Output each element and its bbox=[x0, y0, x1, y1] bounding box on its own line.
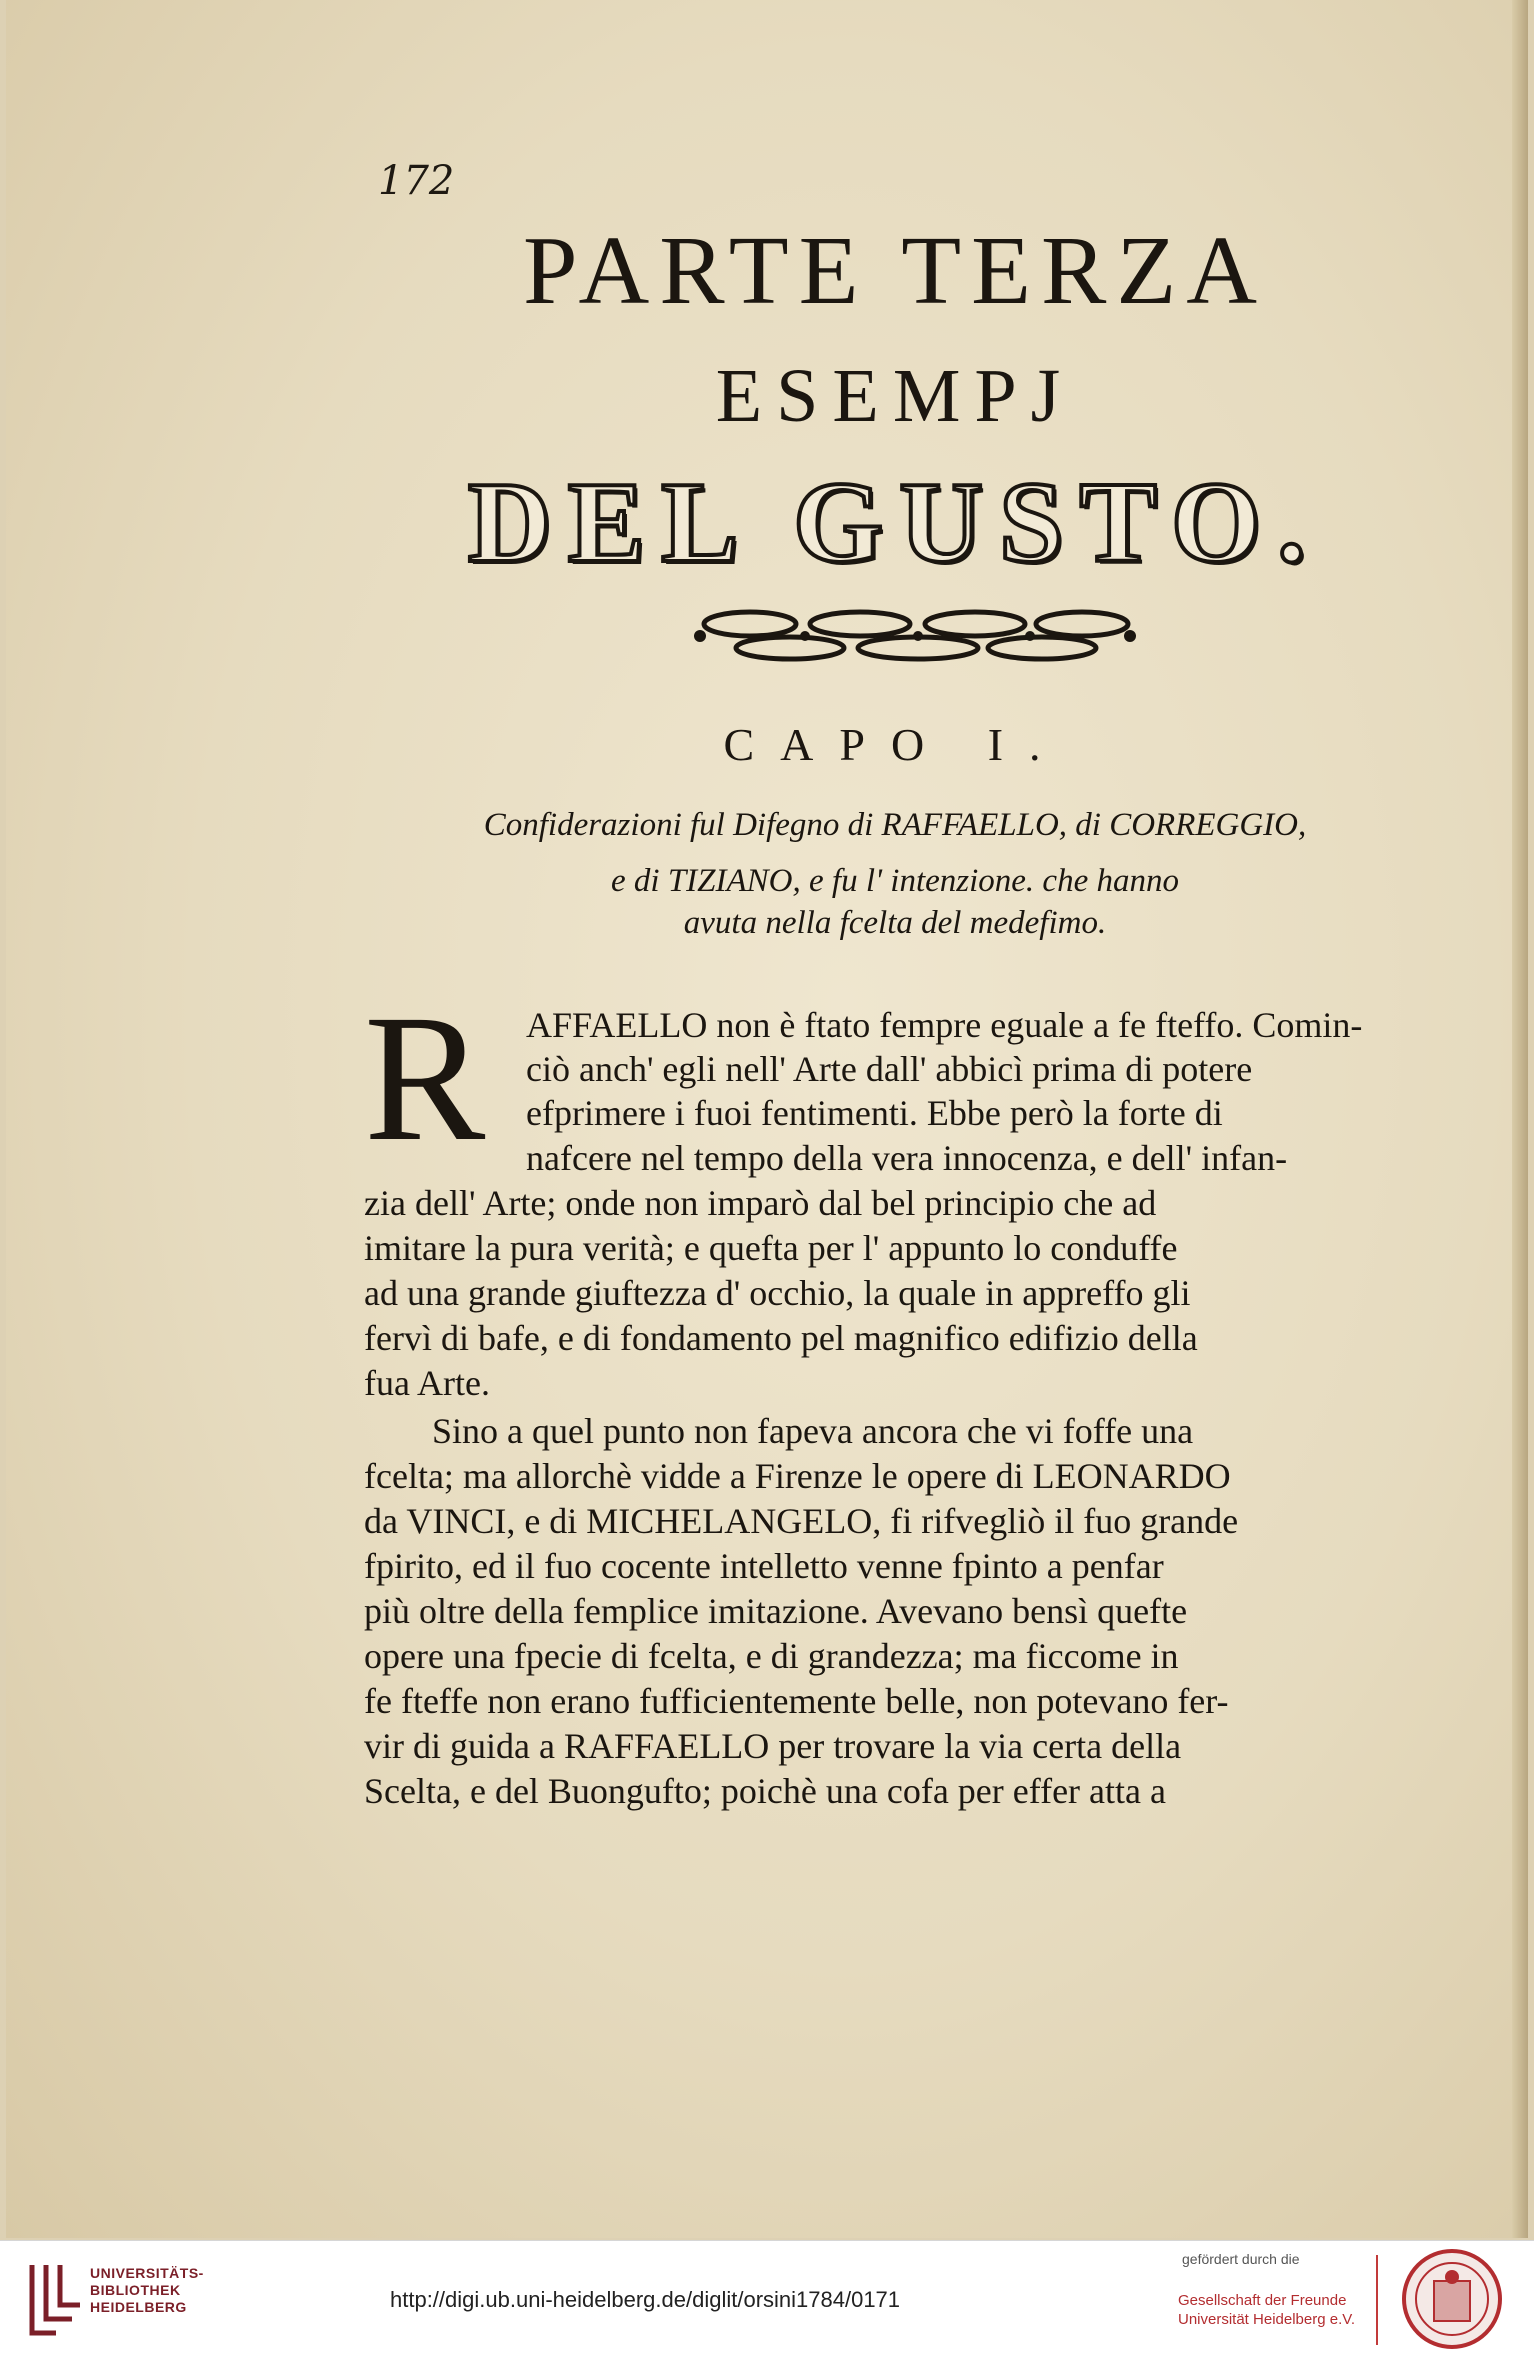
main-title: DEL GUSTO. bbox=[467, 459, 1323, 587]
text-line: AFFAELLO non è ftato fempre eguale a fe fteffo. Comin- bbox=[526, 1005, 1363, 1045]
subtitle-line: avuta nella fcelta del medefimo. bbox=[683, 905, 1107, 941]
text-line: ciò anch' egli nell' Arte dall' abbicì prima di potere bbox=[526, 1049, 1253, 1089]
chapter-heading: CAPO I. bbox=[723, 719, 1067, 770]
text-line: imitare la pura verità; e quefta per l' appunto lo conduffe bbox=[364, 1228, 1178, 1268]
text-line: efprimere i fuoi fentimenti. Ebbe però la forte di bbox=[526, 1093, 1223, 1133]
text-line: Scelta, e del Buongufto; poichè una cofa per effer atta a bbox=[364, 1771, 1166, 1811]
text-line: ad una grande giuftezza d' occhio, la quale in appreffo gli bbox=[364, 1273, 1191, 1313]
text-line: fpirito, ed il fuo cocente intelletto venne fpinto a penfar bbox=[364, 1546, 1164, 1586]
society-name[interactable] bbox=[1178, 2291, 1355, 2329]
ornament-divider bbox=[690, 602, 1140, 666]
university-seal-icon[interactable] bbox=[1400, 2247, 1504, 2351]
text-line: zia dell' Arte; onde non imparò dal bel principio che ad bbox=[364, 1183, 1157, 1223]
text-line: nafcere nel tempo della vera innocenza, e dell' infan- bbox=[526, 1138, 1288, 1178]
drop-cap: R bbox=[364, 978, 486, 1179]
society-line: Gesellschaft der Freunde bbox=[1178, 2292, 1347, 2309]
text-line: da VINCI, e di MICHELANGELO, fi rifvegliò il fuo grande bbox=[364, 1501, 1239, 1541]
part-title: PARTE TERZA bbox=[523, 217, 1267, 325]
text-line: vir di guida a RAFFAELLO per trovare la via certa della bbox=[364, 1726, 1182, 1766]
page-edge bbox=[1512, 0, 1528, 2238]
library-name: UNIVERSITÄTS- BIBLIOTHEK HEIDELBERG bbox=[90, 2265, 204, 2315]
text-line: più oltre della femplice imitazione. Avevano bensì quefte bbox=[364, 1591, 1188, 1631]
text-line: Sino a quel punto non fapeva ancora che vi foffe una bbox=[432, 1411, 1194, 1451]
section-title: ESEMPJ bbox=[715, 354, 1075, 438]
text-line: fe fteffe non erano fufficientemente belle, non potevano fer- bbox=[364, 1681, 1229, 1721]
text-line: fua Arte. bbox=[364, 1363, 490, 1403]
subtitle-line: e di TIZIANO, e fu l' intenzione. che hanno bbox=[611, 863, 1179, 899]
society-line: Universität Heidelberg e.V. bbox=[1178, 2311, 1356, 2328]
divider bbox=[1376, 2255, 1378, 2345]
library-logo-icon[interactable] bbox=[26, 2259, 84, 2339]
funded-by-label: gefördert durch die bbox=[1182, 2251, 1300, 2267]
permalink-url[interactable]: http://digi.ub.uni-heidelberg.de/diglit/orsini1784/0171 bbox=[390, 2287, 901, 2312]
page-number: 172 bbox=[378, 158, 455, 204]
text-line: fcelta; ma allorchè vidde a Firenze le opere di LEONARDO bbox=[364, 1456, 1231, 1496]
subtitle-line: Confiderazioni ful Difegno di RAFFAELLO, di CORREGGIO, bbox=[483, 807, 1307, 843]
footer-bar bbox=[0, 2240, 1534, 2357]
text-line: fervì di bafe, e di fondamento pel magnifico edifizio della bbox=[364, 1318, 1198, 1358]
text-line: opere una fpecie di fcelta, e di grandezza; ma ficcome in bbox=[364, 1636, 1179, 1676]
